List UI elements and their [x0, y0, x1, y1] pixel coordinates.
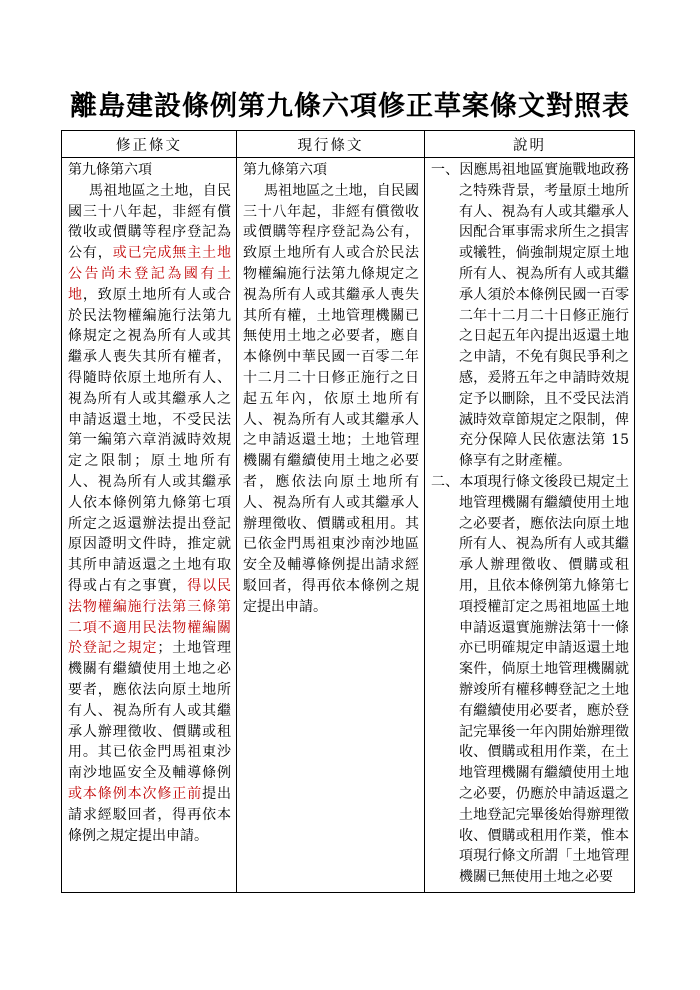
column-header-explanation: 說明: [425, 131, 635, 158]
amended-text-run: 馬祖地區之土地，自民國三十八年起，非經有償徵收或價購等程序登記為公有，: [68, 182, 231, 262]
amended-cell: [62, 158, 237, 893]
amended-text-run: ，致原土地所有人或合於民法物權編施行法第九條規定之視為所有人或其繼承人喪失其所有權者，得隨時依原土地所有人、視為所有人或其繼承人之申請返還土地，不受民法第一編第六章消滅時效規定之限制；原土地所有人、視為所有人或其繼承人依本條例第九條第七項所定之返還辦法提出登記原因證明文件時，推定就其所申請返還之土地有取得或占有之事實，: [68, 286, 232, 594]
column-header-amended: 修正條文: [62, 131, 237, 158]
column-header-current: 現行條文: [237, 131, 425, 158]
amended-red-run: 或已完成無主土地公告尚未登記為國有土地: [68, 245, 232, 303]
explanation-cell: [425, 158, 635, 893]
current-paragraph: 馬祖地區之土地，自民國三十八年起，非經有償徵收或價購等程序登記為公有，致原土地所有人或合於民法物權編施行法第九條規定之視為所有人或其繼承人喪失其所有權，土地管理機關已無使用土地之必要者，應自本條例中華民國一百零二年十二月二十日修正施行之日起五年內，依原土地所有人、視為所有人或其繼承人之申請返還土地；土地管理機關有繼續使用土地之必要者，應依法向原土地所有人、視為所有人或其繼承人辦理徵收、價購或租用。其已依金門馬祖東沙南沙地區安全及輔導條例提出請求經駁回者，得再依本條例之規定提出申請。: [243, 182, 419, 615]
table-header-row: [62, 131, 635, 158]
amended-paragraph: [68, 181, 231, 847]
table-body-row: [62, 158, 635, 893]
explanation-item-text: 因應馬祖地區實施戰地政務之特殊背景，考量原土地所有人、視為有人或其繼承人因配合軍事需求所生之損害或犧牲，倘強制規定原土地所有人、視為所有人或其繼承人須於本條例民國一百零二年十二月二十日修正施行之日起五年內提出返還土地之申請，不免有與民爭利之感，爰將五年之申請時效規定予以刪除，且不受民法消滅時效章節規定之限制，俾充分保障人民依憲法第 15 條享有之財產權。: [459, 162, 630, 470]
explanation-item-text: 本項現行條文後段已規定土地管理機關有繼續使用土地之必要者，應依法向原土地所有人、視為所有人或其繼承人辦理徵收、價購或租用，且依本條例第九條第七項授權訂定之馬祖地區土地申請返還實施辦法第十一條亦已明確規定申請返還土地案件，倘原土地管理機關就辦竣所有權移轉登記之土地有繼續使用必要者，應於登記完畢後一年內開始辦理徵收、價購或租用作業，在土地管理機關有繼續使用土地之必要，仍應於申請返還之土地登記完畢後始得辦理徵收、價購或租用作業，惟本項現行條文所謂「土地管理機關已無使用土地之必要: [459, 473, 630, 886]
amended-text-run: 提出請求經駁回者，得再依本條例之規定提出申請。: [68, 785, 232, 844]
explanation-item: [431, 472, 629, 888]
explanation-item: [431, 160, 629, 472]
amended-text-run: ；土地管理機關有繼續使用土地之必要者，應依法向原土地所有人、視為所有人或其繼承人辦理徵收、價購或租用。其已依金門馬祖東沙南沙地區安全及輔導條例: [68, 640, 232, 782]
current-article-heading: 第九條第六項: [243, 162, 327, 178]
amended-red-run: 或本條例本次修正前: [68, 785, 203, 802]
explanation-item-number: 一、: [431, 162, 460, 178]
amended-article-heading: 第九條第六項: [68, 162, 152, 178]
page-title: 離島建設條例第九條六項修正草案條文對照表: [70, 91, 630, 122]
amended-red-run: 得以民法物權編施行法第三條第二項不適用民法物權編關於登記之規定: [68, 577, 232, 657]
current-cell: [237, 158, 425, 893]
explanation-list: [431, 160, 629, 888]
explanation-item-number: 二、: [431, 473, 460, 490]
comparison-table: [61, 130, 635, 893]
